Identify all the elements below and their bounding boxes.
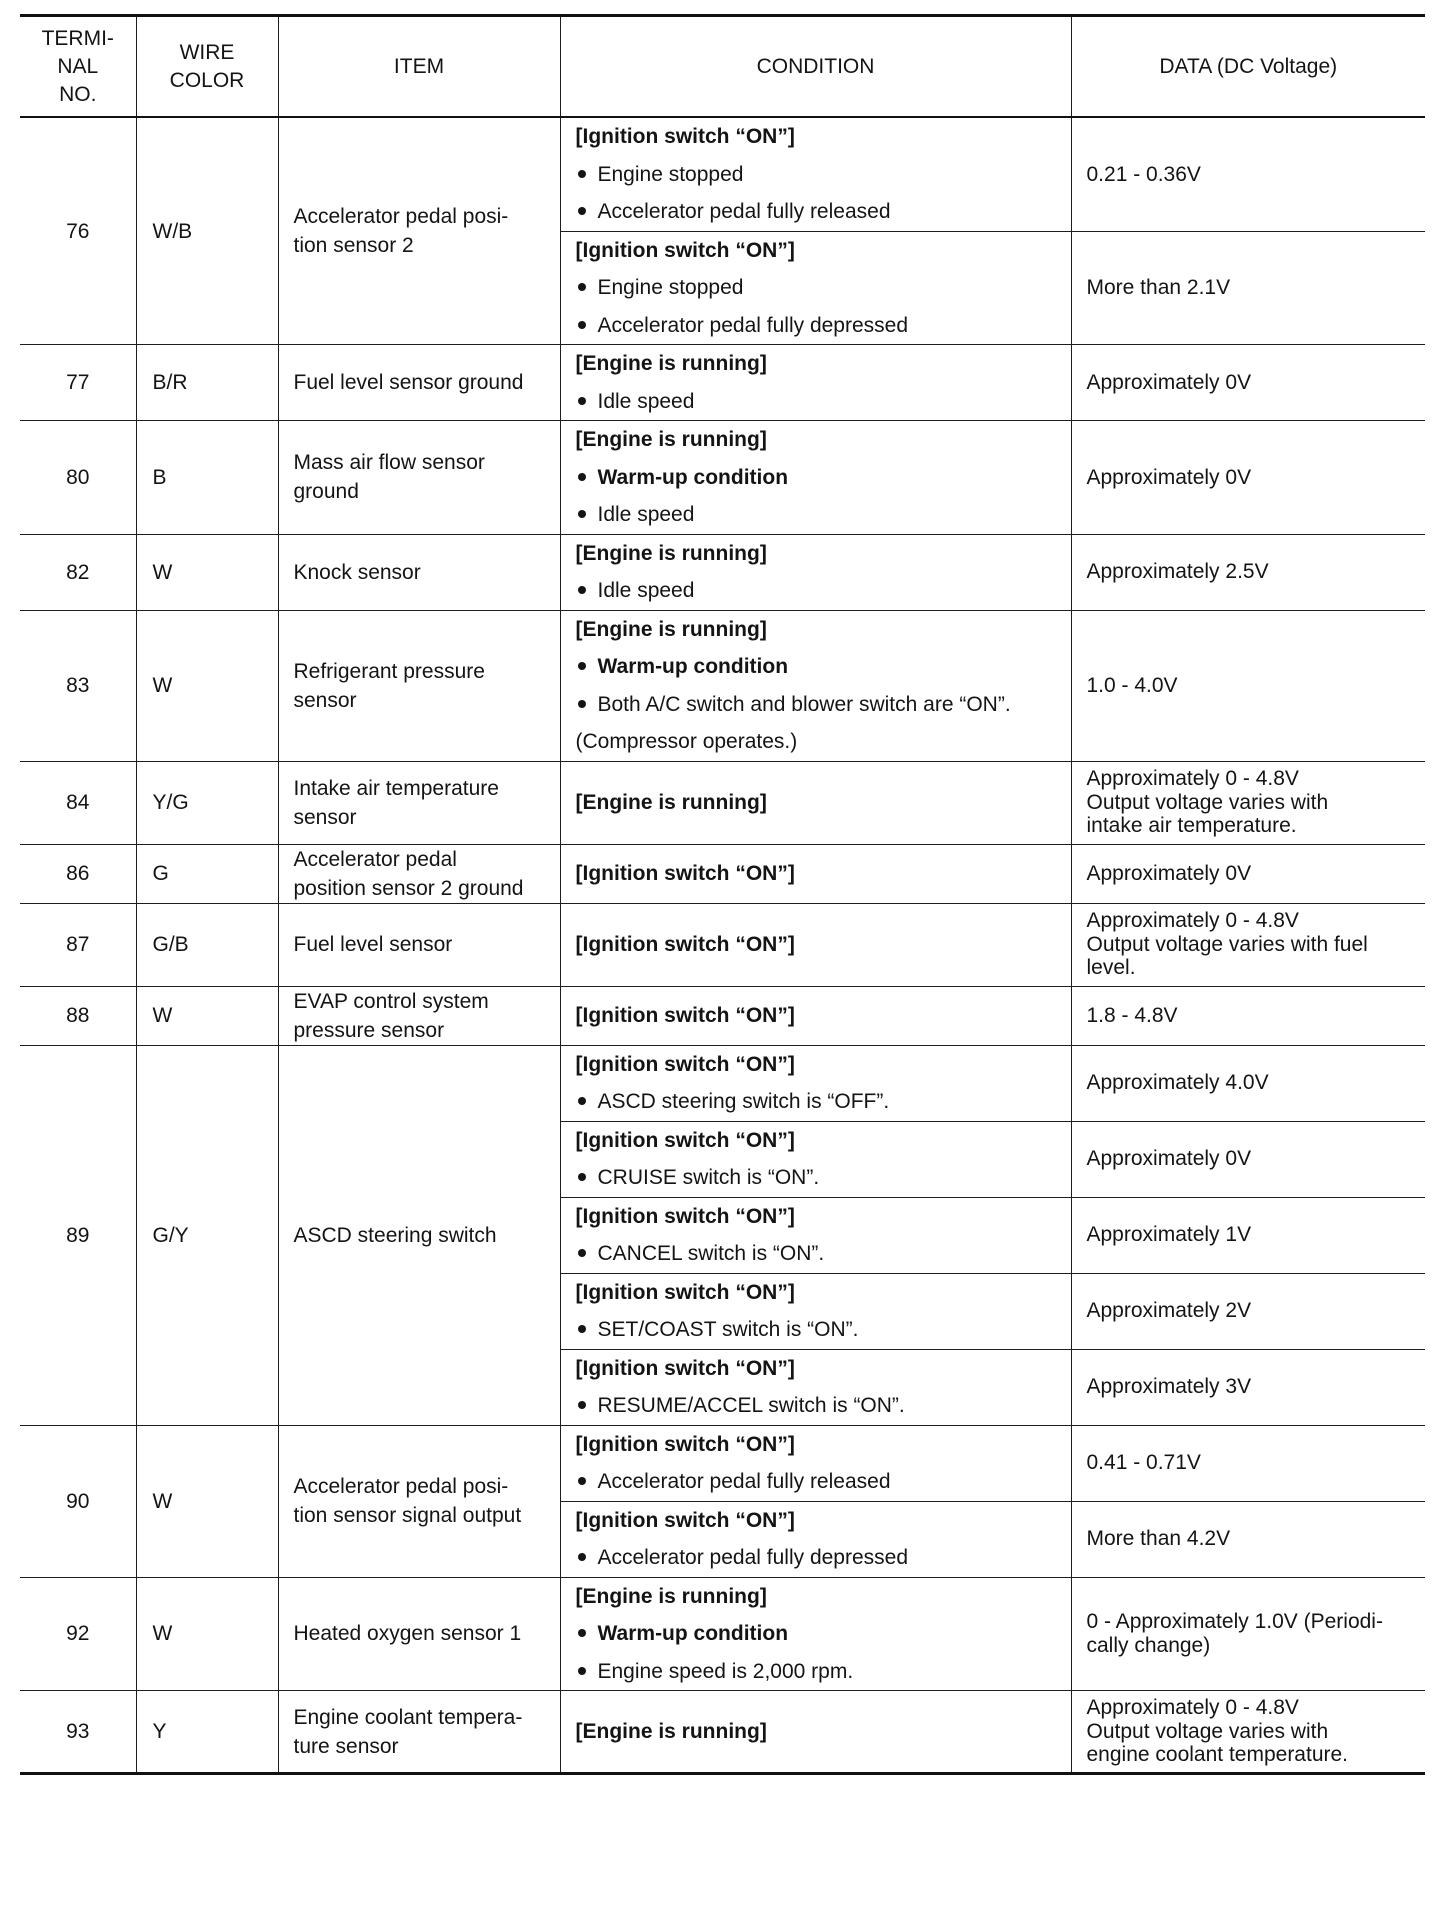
- condition-heading: [Engine is running]: [575, 617, 767, 641]
- condition-line: [576, 1235, 1067, 1273]
- wire-color-cell: W: [136, 534, 278, 610]
- table-row: [20, 903, 1425, 986]
- condition-cell: [560, 421, 1071, 535]
- condition-line: [576, 383, 1067, 421]
- table-row: [20, 1691, 1425, 1774]
- table-row: [20, 345, 1425, 421]
- wire-color-cell: W: [136, 1577, 278, 1691]
- table-row: [20, 534, 1425, 610]
- terminal-no-cell: 83: [20, 610, 136, 761]
- condition-line-text: Engine stopped: [597, 276, 744, 299]
- header-data: DATA (DC Voltage): [1071, 16, 1425, 118]
- terminal-no-cell: 88: [20, 986, 136, 1045]
- condition-cell: [560, 117, 1071, 231]
- voltage-data-cell: Approximately 0V: [1071, 421, 1425, 535]
- voltage-data-cell: Approximately 2.5V: [1071, 534, 1425, 610]
- voltage-data-cell: Approximately 1V: [1071, 1197, 1425, 1273]
- condition-cell: [560, 1273, 1071, 1349]
- item-cell: Accelerator pedal posi- tion sensor signal output: [278, 1425, 560, 1577]
- item-cell: Heated oxygen sensor 1: [278, 1577, 560, 1691]
- item-cell: Refrigerant pressure sensor: [278, 610, 560, 761]
- condition-heading: [Engine is running]: [575, 541, 767, 565]
- voltage-data-cell: Approximately 0V: [1071, 844, 1425, 903]
- voltage-data-cell: Approximately 0 - 4.8V Output voltage varies with intake air temperature.: [1071, 761, 1425, 844]
- condition-heading: [Engine is running]: [575, 428, 767, 451]
- item-cell: Accelerator pedal position sensor 2 ground: [278, 844, 560, 903]
- condition-cell: [560, 1121, 1071, 1197]
- condition-line: [576, 459, 1067, 497]
- table-row: [20, 610, 1425, 761]
- terminal-no-cell: 93: [20, 1691, 136, 1774]
- header-terminal-line-3: NO.: [59, 82, 97, 106]
- condition-heading: [Ignition switch “ON”]: [575, 861, 795, 885]
- condition-cell: [560, 1501, 1071, 1577]
- terminal-no-cell: 86: [20, 844, 136, 903]
- condition-cell: [560, 610, 1071, 761]
- table-row: [20, 421, 1425, 535]
- wire-color-cell: Y: [136, 1691, 278, 1774]
- voltage-data-cell: More than 4.2V: [1071, 1501, 1425, 1577]
- wire-color-cell: B/R: [136, 345, 278, 421]
- wire-color-cell: W: [136, 610, 278, 761]
- condition-heading: [Ignition switch “ON”]: [575, 1508, 795, 1532]
- item-cell: ASCD steering switch: [278, 1045, 560, 1425]
- condition-line: [576, 1653, 1067, 1691]
- bullet-icon: [578, 1325, 586, 1333]
- bullet-icon: [578, 1401, 586, 1409]
- condition-heading: [Engine is running]: [575, 1584, 767, 1608]
- wire-color-cell: G: [136, 844, 278, 903]
- item-cell: Fuel level sensor: [278, 903, 560, 986]
- condition-line-text: CANCEL switch is “ON”.: [597, 1242, 825, 1265]
- condition-heading: [Engine is running]: [575, 1719, 767, 1743]
- voltage-data-cell: 0.21 - 0.36V: [1071, 117, 1425, 231]
- item-cell: Accelerator pedal posi- tion sensor 2: [278, 117, 560, 345]
- wire-color-cell: W/B: [136, 117, 278, 345]
- item-cell: Intake air temperature sensor: [278, 761, 560, 844]
- header-condition: CONDITION: [560, 16, 1071, 118]
- header-item: ITEM: [278, 16, 560, 118]
- condition-line-text: Warm-up condition: [597, 655, 789, 678]
- bullet-icon: [578, 1629, 586, 1637]
- condition-cell: [560, 1349, 1071, 1425]
- condition-cell: [560, 1045, 1071, 1121]
- condition-line-text: RESUME/ACCEL switch is “ON”.: [597, 1394, 905, 1417]
- item-cell: Mass air flow sensor ground: [278, 421, 560, 535]
- condition-cell: [560, 231, 1071, 345]
- terminal-data-table: [20, 14, 1425, 1775]
- condition-line: [576, 648, 1067, 686]
- condition-line: [576, 156, 1067, 194]
- voltage-data-cell: Approximately 0 - 4.8V Output voltage varies with engine coolant temperature.: [1071, 1691, 1425, 1774]
- terminal-no-cell: 90: [20, 1425, 136, 1577]
- header-terminal-line-1: TERMI-: [41, 26, 114, 50]
- condition-cell: [560, 534, 1071, 610]
- terminal-no-cell: 77: [20, 345, 136, 421]
- condition-heading: [Engine is running]: [575, 790, 767, 814]
- condition-line: [576, 1159, 1067, 1197]
- terminal-no-cell: 76: [20, 117, 136, 345]
- bullet-icon: [578, 1249, 586, 1257]
- condition-line-text: Warm-up condition: [597, 1622, 789, 1645]
- wire-color-cell: G/B: [136, 903, 278, 986]
- condition-line: [576, 193, 1067, 231]
- item-cell: Fuel level sensor ground: [278, 345, 560, 421]
- condition-cell: [560, 903, 1071, 986]
- header-wire-line-2: COLOR: [169, 68, 245, 92]
- condition-line: [576, 1539, 1067, 1577]
- voltage-data-cell: 0 - Approximately 1.0V (Periodi- cally change): [1071, 1577, 1425, 1691]
- header-wire-color: [136, 16, 278, 118]
- condition-line-text: Accelerator pedal fully released: [597, 1470, 891, 1493]
- condition-cell: [560, 1577, 1071, 1691]
- table-row: [20, 986, 1425, 1045]
- condition-heading: [Ignition switch “ON”]: [575, 1280, 795, 1304]
- voltage-data-cell: More than 2.1V: [1071, 231, 1425, 345]
- voltage-data-cell: Approximately 3V: [1071, 1349, 1425, 1425]
- condition-cell: [560, 1691, 1071, 1774]
- voltage-data-cell: Approximately 0V: [1071, 345, 1425, 421]
- condition-line: [576, 496, 1067, 534]
- bullet-icon: [578, 283, 586, 291]
- condition-heading: [Ignition switch “ON”]: [575, 1204, 795, 1228]
- bullet-icon: [578, 397, 586, 405]
- condition-cell: [560, 986, 1071, 1045]
- condition-heading: [Engine is running]: [575, 352, 767, 375]
- header-terminal-line-2: NAL: [57, 54, 99, 78]
- condition-line-text: SET/COAST switch is “ON”.: [597, 1318, 859, 1341]
- condition-line: [576, 723, 1067, 761]
- bullet-icon: [578, 1553, 586, 1561]
- table-row: [20, 117, 1425, 231]
- voltage-data-cell: 1.0 - 4.0V: [1071, 610, 1425, 761]
- bullet-icon: [578, 207, 586, 215]
- condition-line-text: Engine stopped: [597, 162, 744, 186]
- condition-cell: [560, 1425, 1071, 1501]
- condition-heading: [Ignition switch “ON”]: [575, 1052, 795, 1076]
- condition-line-text: (Compressor operates.): [575, 730, 798, 753]
- table-row: [20, 844, 1425, 903]
- voltage-data-cell: Approximately 0 - 4.8V Output voltage varies with fuel level.: [1071, 903, 1425, 986]
- condition-line-text: Accelerator pedal fully released: [597, 200, 891, 223]
- voltage-data-cell: Approximately 2V: [1071, 1273, 1425, 1349]
- table-row: [20, 1577, 1425, 1691]
- condition-heading: [Ignition switch “ON”]: [575, 932, 795, 956]
- terminal-no-cell: 84: [20, 761, 136, 844]
- condition-line-text: ASCD steering switch is “OFF”.: [597, 1090, 890, 1113]
- condition-line: [576, 1311, 1067, 1349]
- condition-line-text: CRUISE switch is “ON”.: [597, 1166, 820, 1189]
- condition-cell: [560, 761, 1071, 844]
- condition-cell: [560, 1197, 1071, 1273]
- bullet-icon: [578, 1097, 586, 1105]
- bullet-icon: [578, 700, 586, 708]
- condition-line: [576, 307, 1067, 345]
- table-row: [20, 761, 1425, 844]
- table-header-row: [20, 16, 1425, 118]
- condition-line-text: Accelerator pedal fully depressed: [597, 313, 909, 337]
- terminal-no-cell: 82: [20, 534, 136, 610]
- condition-line-text: Accelerator pedal fully depressed: [597, 1546, 909, 1569]
- condition-line-text: Engine speed is 2,000 rpm.: [597, 1659, 854, 1683]
- bullet-icon: [578, 1173, 586, 1181]
- terminal-no-cell: 89: [20, 1045, 136, 1425]
- condition-line: [576, 686, 1067, 724]
- item-cell: EVAP control system pressure sensor: [278, 986, 560, 1045]
- condition-heading: [Ignition switch “ON”]: [575, 1128, 795, 1152]
- condition-heading: [Ignition switch “ON”]: [575, 1003, 795, 1027]
- terminal-no-cell: 80: [20, 421, 136, 535]
- condition-line-text: Both A/C switch and blower switch are “ON”.: [597, 692, 1011, 716]
- condition-heading: [Ignition switch “ON”]: [575, 238, 795, 262]
- bullet-icon: [578, 662, 586, 670]
- wire-color-cell: G/Y: [136, 1045, 278, 1425]
- table-row: [20, 1425, 1425, 1501]
- condition-heading: [Ignition switch “ON”]: [575, 1432, 795, 1456]
- header-wire-line-1: WIRE: [179, 40, 235, 64]
- voltage-data-cell: 0.41 - 0.71V: [1071, 1425, 1425, 1501]
- bullet-icon: [578, 170, 586, 178]
- table-row: [20, 1045, 1425, 1121]
- condition-line: [576, 1463, 1067, 1501]
- condition-cell: [560, 844, 1071, 903]
- condition-line-text: Idle speed: [597, 579, 695, 602]
- condition-line-text: Warm-up condition: [597, 465, 789, 489]
- voltage-data-cell: 1.8 - 4.8V: [1071, 986, 1425, 1045]
- condition-line: [576, 572, 1067, 610]
- condition-heading: [Ignition switch “ON”]: [575, 1356, 795, 1380]
- item-cell: Knock sensor: [278, 534, 560, 610]
- terminal-no-cell: 87: [20, 903, 136, 986]
- wire-color-cell: B: [136, 421, 278, 535]
- condition-line-text: Idle speed: [597, 503, 695, 526]
- bullet-icon: [578, 473, 586, 481]
- bullet-icon: [578, 1667, 586, 1675]
- terminal-no-cell: 92: [20, 1577, 136, 1691]
- condition-line: [576, 1083, 1067, 1121]
- bullet-icon: [578, 321, 586, 329]
- voltage-data-cell: Approximately 0V: [1071, 1121, 1425, 1197]
- condition-line: [576, 1387, 1067, 1425]
- bullet-icon: [578, 586, 586, 594]
- voltage-data-cell: Approximately 4.0V: [1071, 1045, 1425, 1121]
- bullet-icon: [578, 510, 586, 518]
- item-cell: Engine coolant tempera- ture sensor: [278, 1691, 560, 1774]
- condition-line: [576, 269, 1067, 307]
- bullet-icon: [578, 1477, 586, 1485]
- condition-heading: [Ignition switch “ON”]: [575, 125, 795, 148]
- wire-color-cell: Y/G: [136, 761, 278, 844]
- condition-line: [576, 1615, 1067, 1653]
- table-body: [20, 117, 1425, 1774]
- condition-cell: [560, 345, 1071, 421]
- condition-line-text: Idle speed: [597, 389, 695, 413]
- wire-color-cell: W: [136, 1425, 278, 1577]
- wire-color-cell: W: [136, 986, 278, 1045]
- header-terminal-no: [20, 16, 136, 118]
